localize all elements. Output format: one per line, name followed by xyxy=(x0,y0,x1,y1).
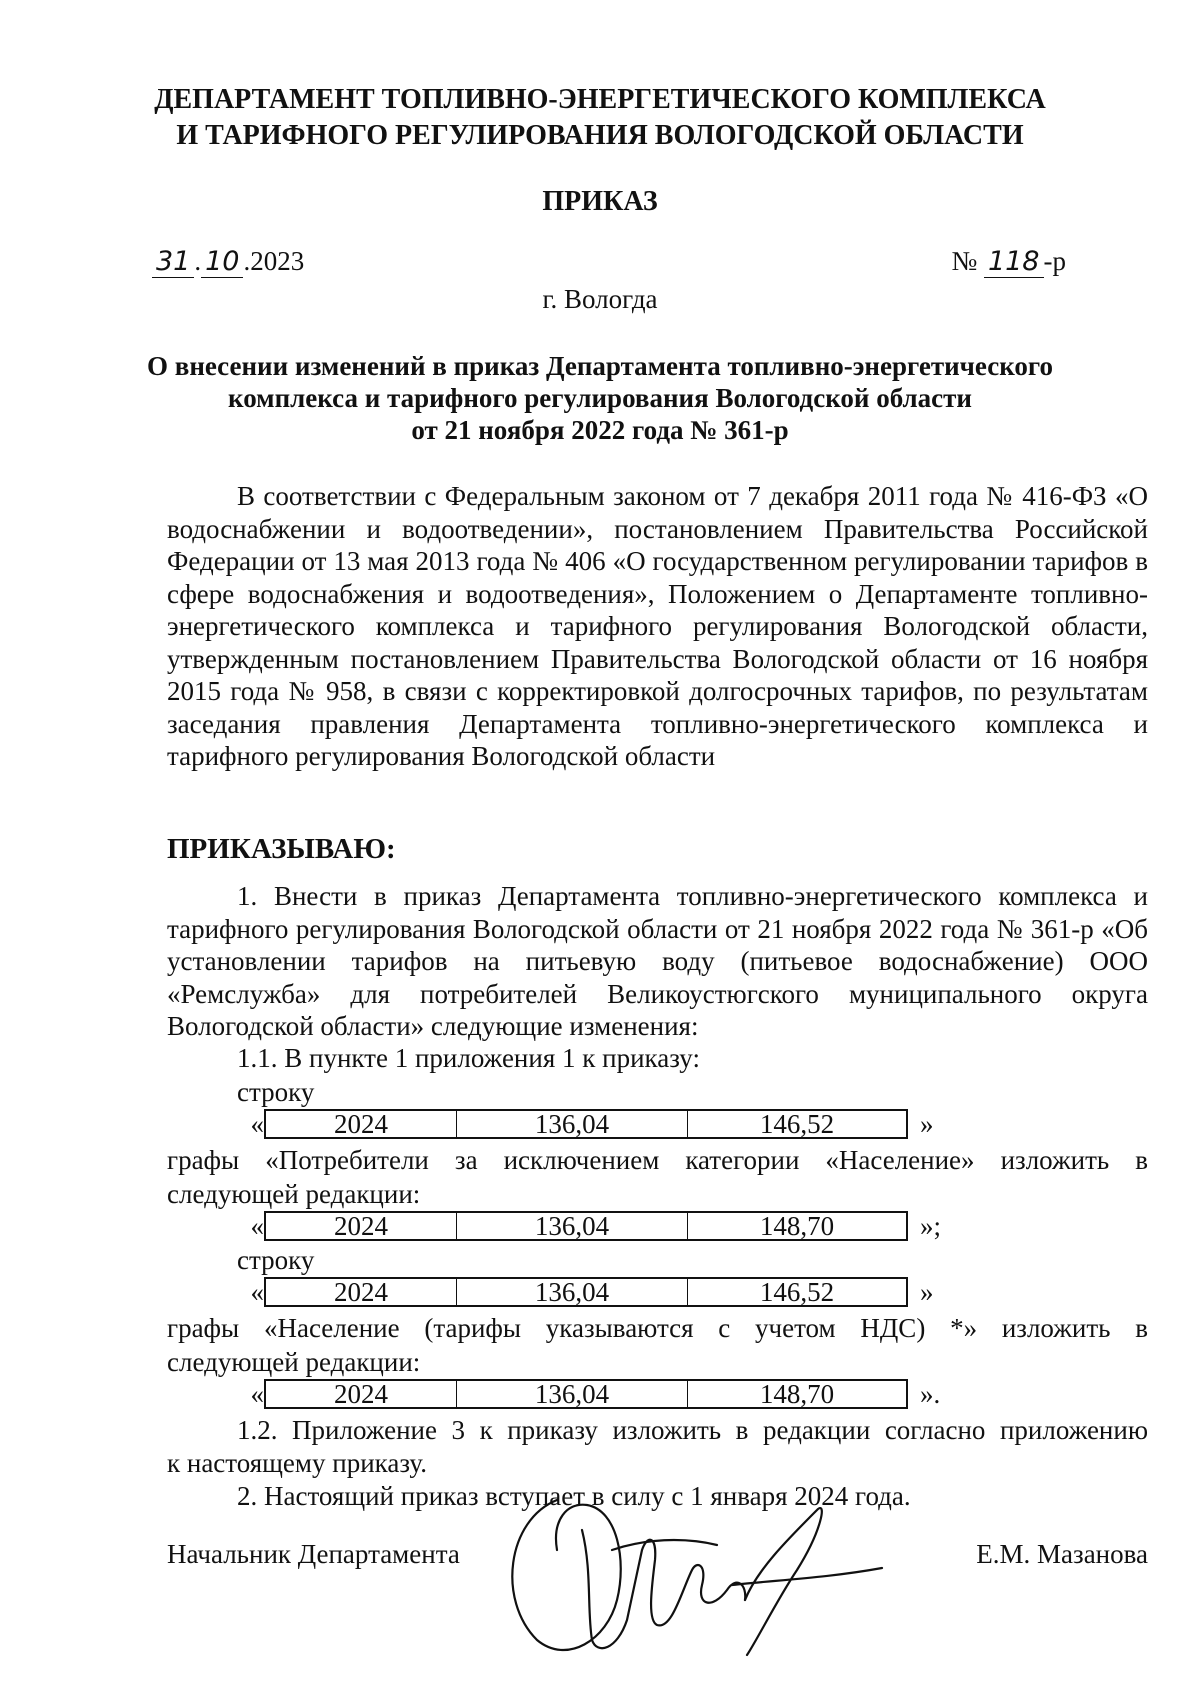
subject-line-3: от 21 ноября 2022 года № 361-р xyxy=(411,415,789,445)
order-number xyxy=(951,246,1066,278)
date-day: 31 xyxy=(152,247,194,278)
cell-value-2: 148,70 xyxy=(759,1211,835,1241)
number-prefix: № xyxy=(951,246,978,276)
close-quote: » xyxy=(920,1108,934,1139)
cell-value-1: 136,04 xyxy=(457,1381,688,1407)
preamble-paragraph: В соответствии с Федеральным законом от 7 декабря 2011 года № 416-ФЗ «О водоснабжении и водоотведении», постановлением Правительства Российской Федерации от 13 мая 2013 года № 406 «О государственном регулировании тарифов в сфере водоснабжения и водоотведения», Положением о Департаменте топливно-энергетического комплекса и тарифного регулирования Вологодской области, утвержденным постановлением Правительства Вологодской области от 16 ноября 2015 года № 958, в связи с корректировкой долгосрочных тарифов, по результатам заседания правления Департамента топливно-энергетического комплекса и тарифного регулирования Вологодской области xyxy=(167,481,1148,771)
next-edition-2: следующей редакции: xyxy=(167,1347,421,1377)
tariff-cells xyxy=(264,1109,908,1139)
word-row-1: строку xyxy=(237,1077,315,1107)
header-line-1: ДЕПАРТАМЕНТ ТОПЛИВНО-ЭНЕРГЕТИЧЕСКОГО КОМПЛЕКСА xyxy=(154,84,1046,115)
cell-year: 2024 xyxy=(266,1279,457,1305)
date-sep: . xyxy=(194,246,202,276)
signer-title: Начальник Департамента xyxy=(167,1539,460,1569)
item-2: 2. Настоящий приказ вступает в силу с 1 января 2024 года. xyxy=(237,1481,911,1511)
item-1-1: 1.1. В пункте 1 приложения 1 к приказу: xyxy=(237,1043,700,1073)
cell-year: 2024 xyxy=(266,1381,457,1407)
open-quote: « xyxy=(250,1276,264,1307)
open-quote: « xyxy=(250,1210,264,1241)
cell-year: 2024 xyxy=(266,1213,457,1239)
cell-year: 2024 xyxy=(266,1111,457,1137)
close-quote: ». xyxy=(920,1378,941,1409)
number-value: 118 xyxy=(984,247,1044,278)
tariff-cells xyxy=(264,1211,908,1241)
tariff-row-3 xyxy=(248,1276,934,1308)
tariff-cells xyxy=(264,1277,908,1307)
open-quote: « xyxy=(250,1108,264,1139)
cell-value-1: 136,04 xyxy=(457,1111,688,1137)
tariff-row-4 xyxy=(248,1378,940,1410)
cell-value-2: 146,52 xyxy=(759,1109,835,1139)
signer-name: Е.М. Мазанова xyxy=(976,1539,1148,1569)
cell-value-1: 136,04 xyxy=(457,1279,688,1305)
orders-word: ПРИКАЗЫВАЮ: xyxy=(167,833,396,865)
item-1-2-line-2: к настоящему приказу. xyxy=(167,1448,427,1478)
header-line-2: И ТАРИФНОГО РЕГУЛИРОВАНИЯ ВОЛОГОДСКОЙ ОБЛАСТИ xyxy=(176,120,1024,151)
signature-icon xyxy=(497,1490,897,1660)
graph-2-line: графы «Население (тарифы указываются с учетом НДС) *» изложить в xyxy=(167,1313,1148,1343)
order-subject xyxy=(0,350,1200,446)
next-edition-1: следующей редакции: xyxy=(167,1179,421,1209)
cell-value-1: 136,04 xyxy=(457,1213,688,1239)
graph-1-line: графы «Потребители за исключением категории «Население» изложить в xyxy=(167,1145,1148,1175)
cell-value-2: 146,52 xyxy=(759,1277,835,1307)
open-quote: « xyxy=(250,1378,264,1409)
cell-value-2: 148,70 xyxy=(759,1379,835,1409)
item-1-2-line-1: 1.2. Приложение 3 к приказу изложить в редакции согласно приложению xyxy=(237,1415,1148,1445)
number-suffix: -р xyxy=(1043,246,1066,276)
order-title: ПРИКАЗ xyxy=(542,186,658,217)
date-year: .2023 xyxy=(243,246,305,276)
close-quote: »; xyxy=(920,1210,942,1241)
order-date xyxy=(152,246,304,278)
tariff-cells xyxy=(264,1379,908,1409)
department-header xyxy=(0,82,1200,154)
subject-line-1: О внесении изменений в приказ Департамента топливно-энергетического xyxy=(146,351,1053,381)
subject-line-2: комплекса и тарифного регулирования Вологодской области xyxy=(228,383,972,413)
city: г. Вологда xyxy=(542,284,658,314)
tariff-row-2 xyxy=(248,1210,941,1242)
item-1-paragraph: 1. Внести в приказ Департамента топливно-энергетического комплекса и тарифного регулирования Вологодской области от 21 ноября 2022 года № 361-р «Об установлении тарифов на питьевую воду (питьевое водоснабжение) ООО «Ремслужба» для потребителей Великоустюгского муниципального округа Вологодской области» следующие изменения: xyxy=(167,881,1148,1041)
tariff-row-1 xyxy=(248,1108,934,1140)
close-quote: » xyxy=(920,1276,934,1307)
date-month: 10 xyxy=(201,247,243,278)
word-row-2: строку xyxy=(237,1245,315,1275)
